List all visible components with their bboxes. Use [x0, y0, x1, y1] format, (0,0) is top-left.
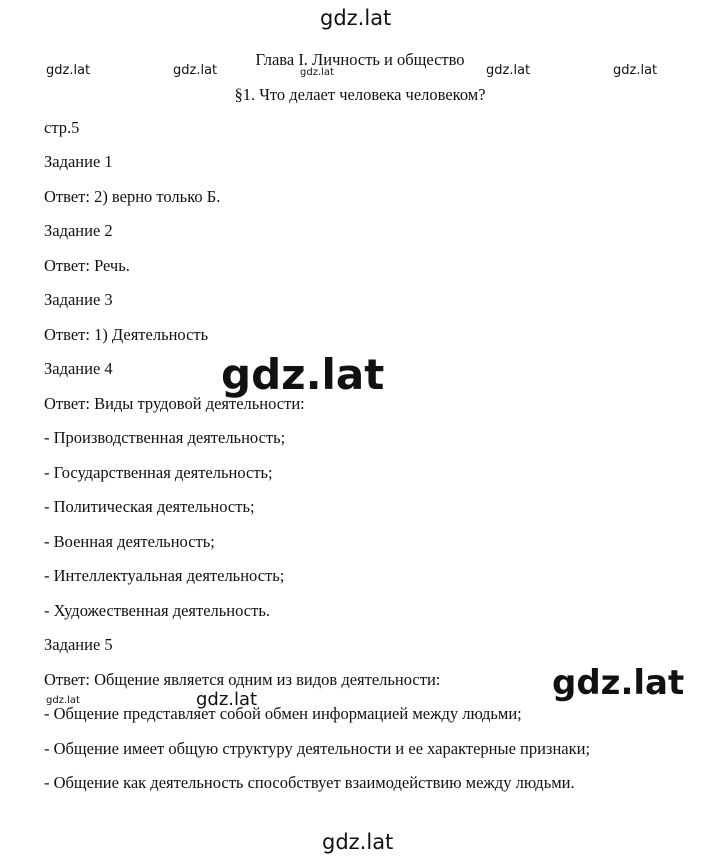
task-3-heading: Задание 3 [44, 290, 113, 309]
watermark-row-5: gdz.lat [613, 63, 658, 78]
task-4-item-5: - Интеллектуальная деятельность; [44, 566, 285, 585]
watermark-lower-tiny: gdz.lat [46, 695, 80, 706]
task-1-heading: Задание 1 [44, 152, 113, 171]
watermark-row-3: gdz.lat [300, 67, 334, 78]
task-4-item-4: - Военная деятельность; [44, 532, 215, 551]
task-5-item-2: - Общение имеет общую структуру деятельности и ее характерные признаки; [44, 739, 591, 758]
watermark-top: gdz.lat [320, 6, 392, 30]
task-4-heading: Задание 4 [44, 359, 113, 378]
task-4-item-2: - Государственная деятельность; [44, 463, 273, 482]
task-5-item-1: - Общение представляет собой обмен информацией между людьми; [44, 704, 522, 723]
task-5-item-3: - Общение как деятельность способствует взаимодействию между людьми. [44, 773, 575, 792]
task-2-heading: Задание 2 [44, 221, 113, 240]
task-4-item-3: - Политическая деятельность; [44, 497, 255, 516]
watermark-big-right: gdz.lat [552, 663, 685, 703]
section-title: §1. Что делает человека человеком? [234, 85, 486, 104]
task-1-answer: Ответ: 2) верно только Б. [44, 187, 221, 206]
watermark-row-4: gdz.lat [486, 63, 531, 78]
watermark-big-middle: gdz.lat [221, 350, 385, 399]
watermark-lower-small: gdz.lat [196, 689, 258, 710]
task-4-item-1: - Производственная деятельность; [44, 428, 286, 447]
task-2-answer: Ответ: Речь. [44, 256, 130, 275]
chapter-title: Глава I. Личность и общество [255, 50, 465, 69]
watermark-row-2: gdz.lat [173, 63, 218, 78]
watermark-row-1: gdz.lat [46, 63, 91, 78]
page-reference: стр.5 [44, 118, 80, 137]
task-4-item-6: - Художественная деятельность. [44, 601, 270, 620]
task-4-answer: Ответ: Виды трудовой деятельности: [44, 394, 305, 413]
task-3-answer: Ответ: 1) Деятельность [44, 325, 209, 344]
watermark-bottom: gdz.lat [322, 830, 394, 854]
task-5-heading: Задание 5 [44, 635, 113, 654]
task-5-answer: Ответ: Общение является одним из видов деятельности: [44, 670, 441, 689]
